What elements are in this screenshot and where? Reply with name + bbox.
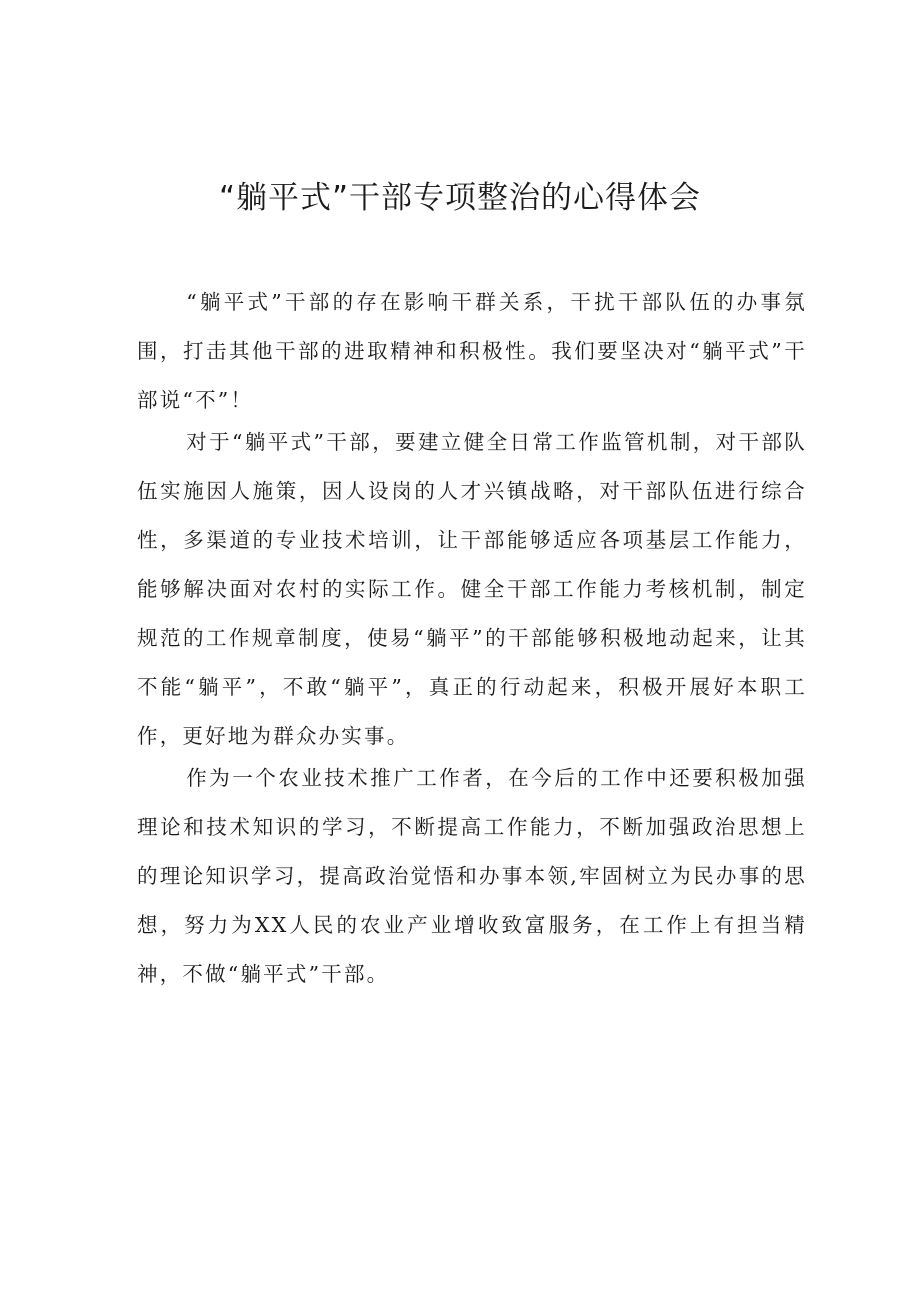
paragraph-1: “躺平式”干部的存在影响干群关系，干扰干部队伍的办事氛围，打击其他干部的进取精神和积极性。我们要坚决对“躺平式”干部说“不”！ <box>137 290 807 412</box>
paragraph-2: 对于“躺平式”干部，要建立健全日常工作监管机制，对干部队伍实施因人施策，因人设岗的人才兴镇战略，对干部队伍进行综合性，多渠道的专业技术培训，让干部能够适应各项基层工作能力，能够解决面对农村的实际工作。健全干部工作能力考核机制，制定规范的工作规章制度，使易“躺平”的干部能够积极地动起来，让其不能“躺平”，不敢“躺平”，真正的行动起来，积极开展好本职工作，更好地为群众办实事。 <box>137 430 807 748</box>
document-title: “躺平式”干部专项整治的心得体会 <box>218 180 702 216</box>
paragraph-3: 作为一个农业技术推广工作者，在今后的工作中还要积极加强理论和技术知识的学习，不断提高工作能力，不断加强政治思想上的理论知识学习，提高政治觉悟和办事本领,牢固树立为民办事的思想，努力为XX人民的农业产业增收致富服务，在工作上有担当精神，不做“躺平式”干部。 <box>137 766 807 986</box>
